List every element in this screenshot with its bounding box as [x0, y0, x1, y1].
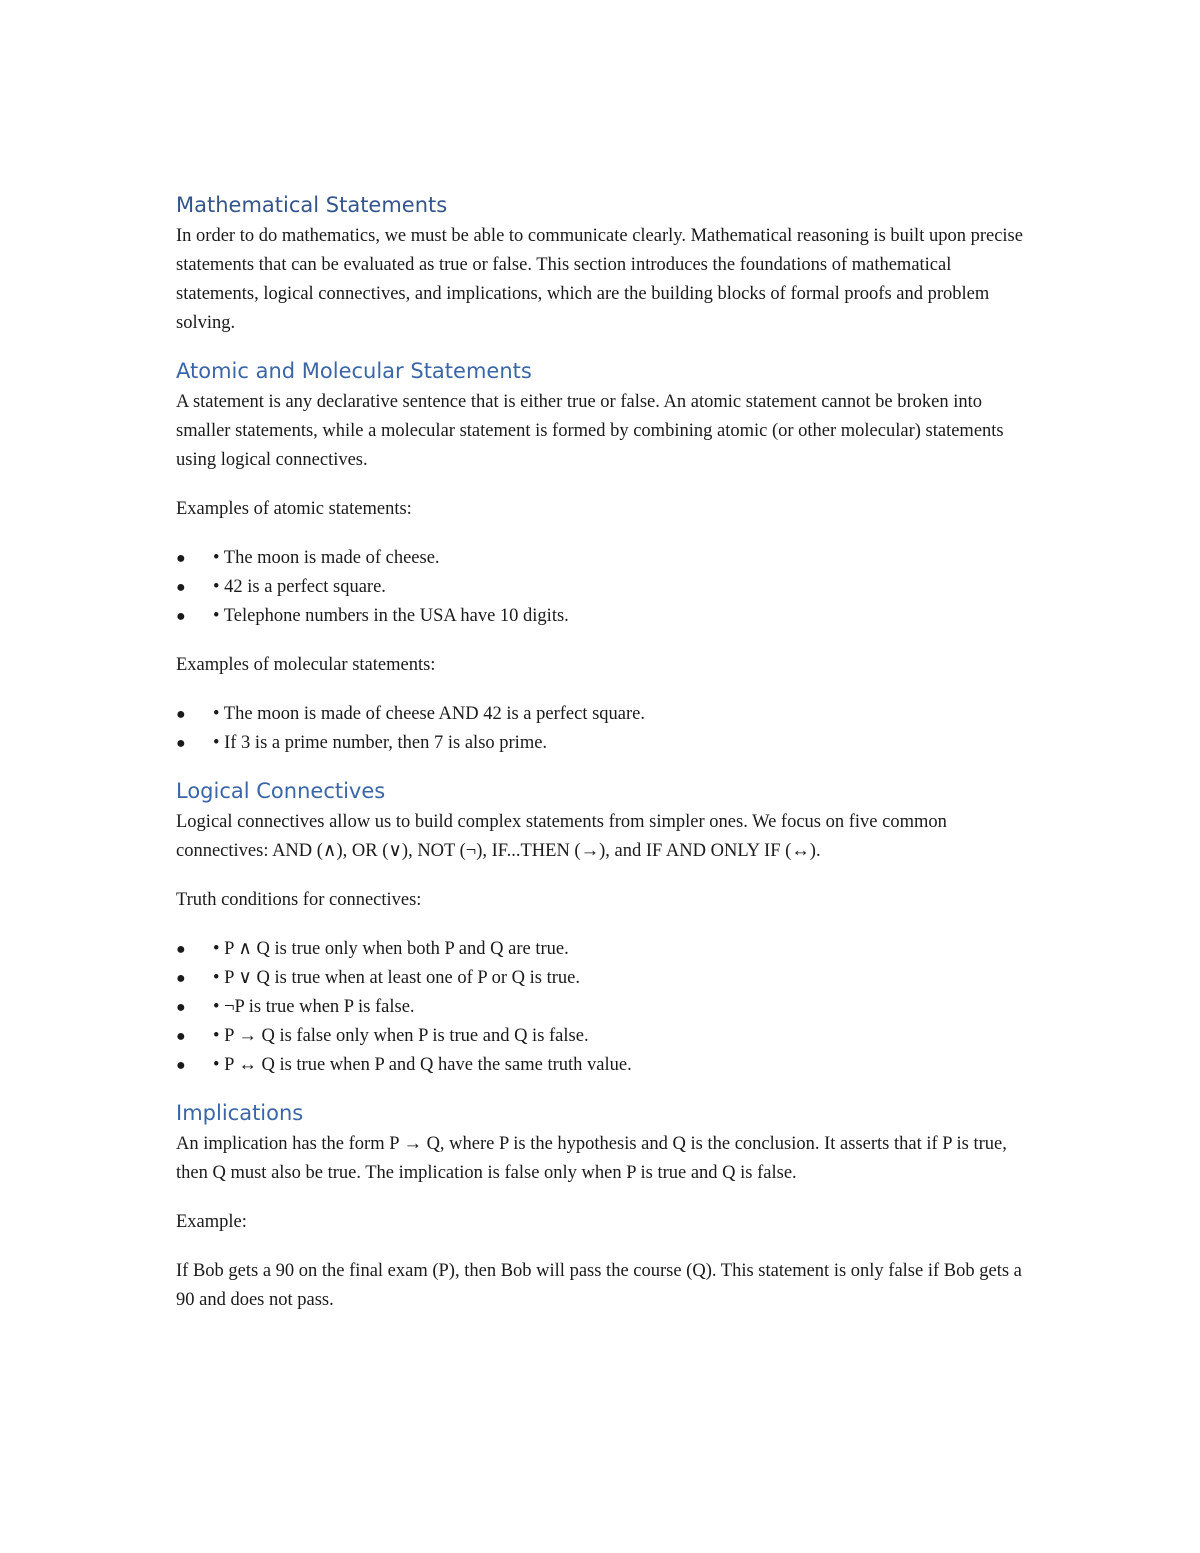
- list-item: ● • Telephone numbers in the USA have 10 digits.: [176, 602, 1026, 631]
- connectives-paragraph: Logical connectives allow us to build complex statements from simpler ones. We focus on five common connectives: AND (∧), OR (∨), NOT (¬), IF...THEN (→), and IF AND ONLY IF (↔).: [176, 812, 947, 861]
- bullet-icon: ●: [176, 1028, 186, 1045]
- bullet-icon: ●: [176, 1057, 186, 1074]
- atomic-examples-label: Examples of atomic statements:: [176, 499, 412, 519]
- section-title-atomic-molecular: Atomic and Molecular Statements: [176, 359, 532, 383]
- bullet-icon: ●: [176, 608, 186, 625]
- list-item: ● • P → Q is false only when P is true and Q is false.: [176, 1022, 1026, 1051]
- list-item: ● • ¬P is true when P is false.: [176, 993, 1026, 1022]
- list-item: ● • P ↔ Q is true when P and Q have the same truth value.: [176, 1051, 1026, 1080]
- molecular-examples-label: Examples of molecular statements:: [176, 655, 436, 675]
- bullet-icon: ●: [176, 550, 186, 567]
- bullet-icon: ●: [176, 999, 186, 1016]
- list-item: ● • P ∨ Q is true when at least one of P or Q is true.: [176, 964, 1026, 993]
- bullet-icon: ●: [176, 735, 186, 752]
- bullet-icon: ●: [176, 706, 186, 723]
- atomic-examples-list: [176, 544, 1026, 631]
- molecular-examples-list: [176, 700, 1026, 758]
- section-title-logical-connectives: Logical Connectives: [176, 779, 386, 803]
- list-item: ● • The moon is made of cheese AND 42 is a perfect square.: [176, 700, 1026, 729]
- implications-paragraph: An implication has the form P → Q, where P is the hypothesis and Q is the conclusion. It asserts that if P is true, then Q must also be true. The implication is false only when P is true and Q is false.: [176, 1134, 1007, 1183]
- bullet-icon: ●: [176, 941, 186, 958]
- bullet-icon: ●: [176, 970, 186, 987]
- document-content: [176, 190, 1026, 1315]
- bullet-icon: ●: [176, 579, 186, 596]
- section-title-implications: Implications: [176, 1101, 304, 1125]
- list-item: ● • If 3 is a prime number, then 7 is also prime.: [176, 729, 1026, 758]
- section-title-mathematical-statements: Mathematical Statements: [176, 193, 448, 217]
- truth-conditions-label: Truth conditions for connectives:: [176, 890, 422, 910]
- example-text: If Bob gets a 90 on the final exam (P), then Bob will pass the course (Q). This statement is only false if Bob gets a 90 and does not pass.: [176, 1261, 1022, 1310]
- list-item: ● • 42 is a perfect square.: [176, 573, 1026, 602]
- intro-paragraph: In order to do mathematics, we must be able to communicate clearly. Mathematical reasoning is built upon precise statements that can be evaluated as true or false. This section introduces the foundations of mathematical statements, logical connectives, and implications, which are the building blocks of formal proofs and problem solving.: [176, 226, 1023, 333]
- list-item: ● • P ∧ Q is true only when both P and Q are true.: [176, 935, 1026, 964]
- example-label: Example:: [176, 1212, 247, 1232]
- truth-conditions-list: [176, 935, 1026, 1080]
- list-item: ● • The moon is made of cheese.: [176, 544, 1026, 573]
- atomic-molecular-paragraph: A statement is any declarative sentence that is either true or false. An atomic statement cannot be broken into smaller statements, while a molecular statement is formed by combining atomic (or other molecular) statements using logical connectives.: [176, 392, 1004, 470]
